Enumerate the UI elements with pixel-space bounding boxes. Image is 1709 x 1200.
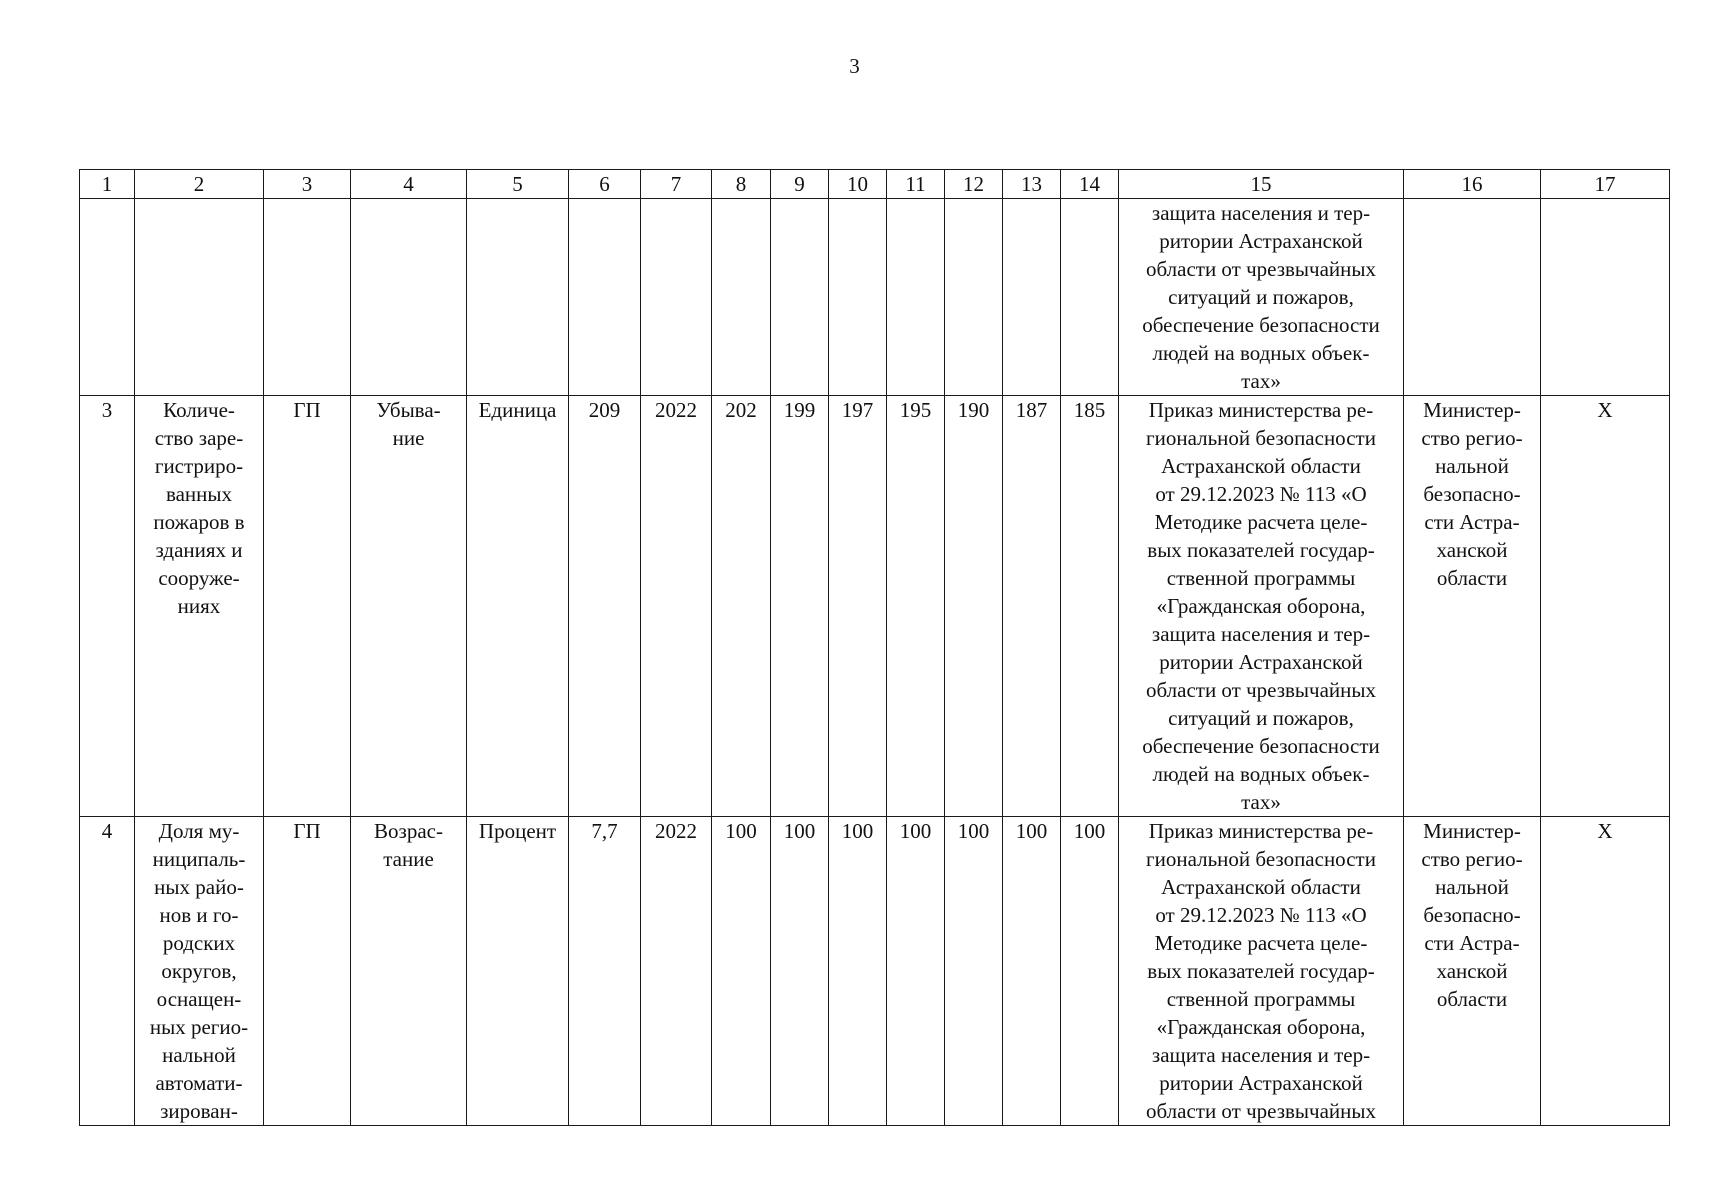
document-cell: Приказ министерства ре- гиональной безопасности Астраханской области от 29.12.2023 № 113 «О Методике расчета целе- вых показателей государ- ственной программы «Гражданская оборона, защита населения и тер- ритории Астраханской области от чрезвычайных ситуаций и пожаров, обеспечение безопасности людей на водных объек- тах» [1119,396,1404,817]
indicators-table [79,169,1670,1126]
column-number-header: 15 [1119,170,1404,199]
document-cell: Приказ министерства ре- гиональной безопасности Астраханской области от 29.12.2023 № 113 «О Методике расчета целе- вых показателей государ- ственной программы «Гражданская оборона, защита населения и тер- ритории Астраханской области от чрезвычайных [1119,817,1404,1126]
column-number-header: 7 [641,170,712,199]
value-cell: 100 [945,817,1003,1126]
table-cell [1404,199,1541,396]
column-number-header: 9 [771,170,829,199]
value-cell: 195 [887,396,945,817]
column-number-header: 14 [1061,170,1119,199]
column-number-header: 2 [135,170,264,199]
value-cell: 199 [771,396,829,817]
value-cell: 202 [712,396,771,817]
responsible-cell: Министер- ство регио- нальной безопасно- сти Астра- ханской области [1404,817,1541,1126]
value-cell: 100 [712,817,771,1126]
table-cell [641,199,712,396]
table-cell [351,199,467,396]
table-cell [264,199,351,396]
page-number: 3 [849,54,860,78]
level-cell: ГП [264,396,351,817]
table-cell [569,199,641,396]
table-cell [467,199,569,396]
column-number-header: 10 [829,170,887,199]
base-value-cell: 7,7 [569,817,641,1126]
column-number-row [80,170,1670,199]
column-number-header: 5 [467,170,569,199]
indicator-name-cell: Количе- ство заре- гистриро- ванных пожаров в зданиях и сооруже- ниях [135,396,264,817]
value-cell: 100 [1003,817,1061,1126]
column-number-header: 3 [264,170,351,199]
table-cell [945,199,1003,396]
column-number-header: 6 [569,170,641,199]
column-number-header: 12 [945,170,1003,199]
trend-cell: Возрас- тание [351,817,467,1126]
table-cell [771,199,829,396]
col17-cell: Х [1541,817,1670,1126]
value-cell: 185 [1061,396,1119,817]
column-number-header: 4 [351,170,467,199]
column-number-header: 1 [80,170,135,199]
base-year-cell: 2022 [641,817,712,1126]
table-cell [887,199,945,396]
table-cell [135,199,264,396]
unit-cell: Единица [467,396,569,817]
row-number-cell: 4 [80,817,135,1126]
unit-cell: Процент [467,817,569,1126]
value-cell: 187 [1003,396,1061,817]
continuation-row [80,199,1670,396]
value-cell: 190 [945,396,1003,817]
column-number-header: 17 [1541,170,1670,199]
base-value-cell: 209 [569,396,641,817]
table-cell [80,199,135,396]
column-number-header: 8 [712,170,771,199]
table-cell [1061,199,1119,396]
trend-cell: Убыва- ние [351,396,467,817]
table-cell [1541,199,1670,396]
column-number-header: 11 [887,170,945,199]
table-row [80,817,1670,1126]
col17-cell: Х [1541,396,1670,817]
base-year-cell: 2022 [641,396,712,817]
value-cell: 100 [771,817,829,1126]
table-row [80,396,1670,817]
value-cell: 100 [887,817,945,1126]
value-cell: 100 [829,817,887,1126]
document-continuation-cell: защита населения и тер- ритории Астраханской области от чрезвычайных ситуаций и пожаров, обеспечение безопасности людей на водных объек- тах» [1119,199,1404,396]
value-cell: 197 [829,396,887,817]
table-cell [1003,199,1061,396]
table-cell [829,199,887,396]
level-cell: ГП [264,817,351,1126]
indicator-name-cell: Доля му- ниципаль- ных райо- нов и го- родских округов, оснащен- ных регио- нальной автомати- зирован- [135,817,264,1126]
table-cell [712,199,771,396]
responsible-cell: Министер- ство регио- нальной безопасно- сти Астра- ханской области [1404,396,1541,817]
value-cell: 100 [1061,817,1119,1126]
column-number-header: 13 [1003,170,1061,199]
row-number-cell: 3 [80,396,135,817]
column-number-header: 16 [1404,170,1541,199]
